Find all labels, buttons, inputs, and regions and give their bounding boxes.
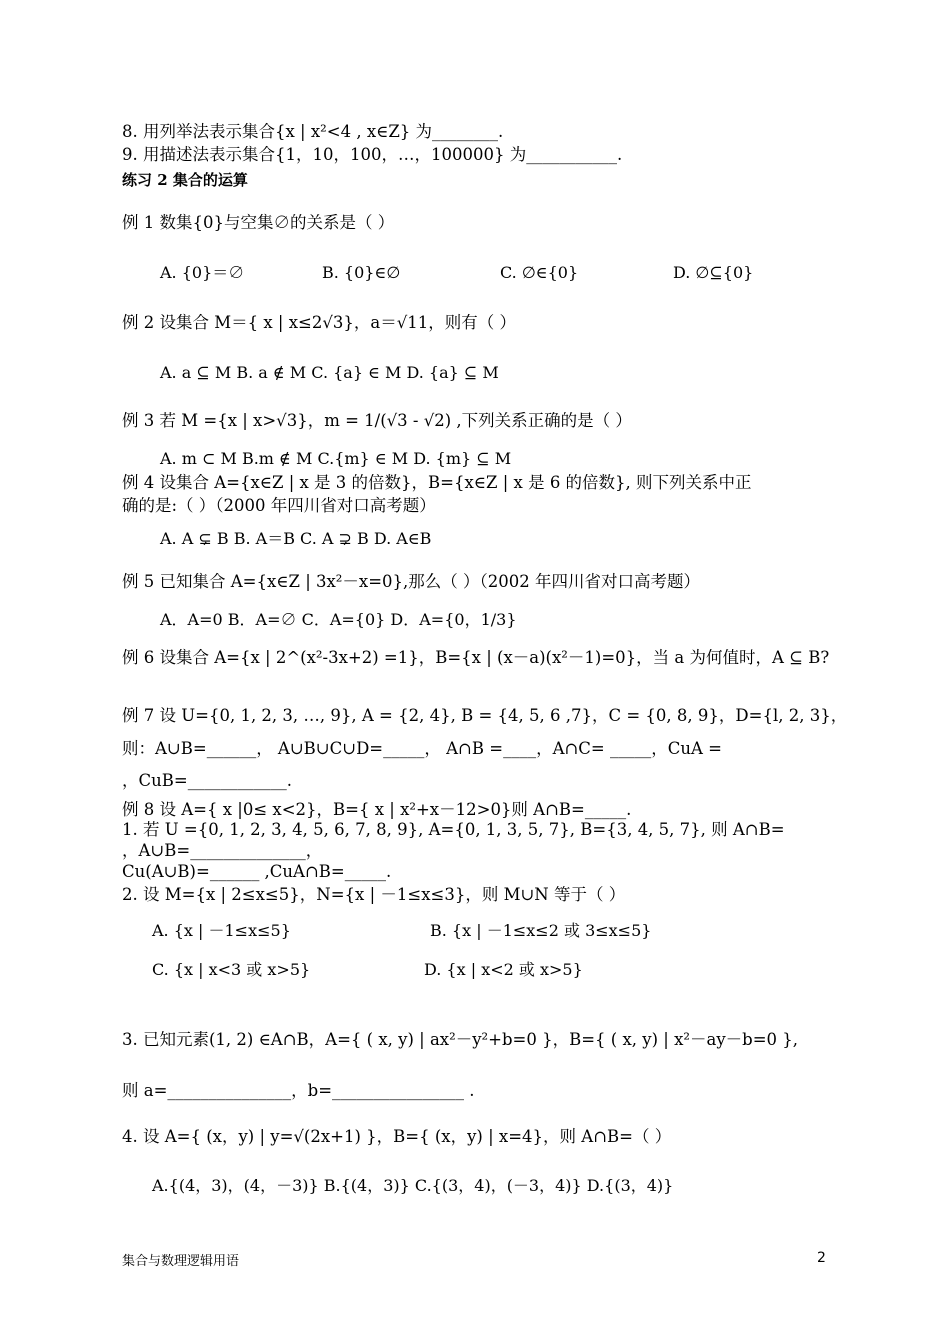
example-1: 例 1 数集{0}与空集∅的关系是（ ）	[122, 213, 395, 232]
example-1-option-a: A. {0}＝∅	[160, 263, 245, 282]
practice-2: 2. 设 M={x | 2≤x≤5}，N={x | －1≤x≤3}，则 M∪N 等于（ ）	[122, 885, 626, 904]
example-3: 例 3 若 M ={x | x>√3}，m = 1/(√3 - √2) ,下列关系正确的是（ ）	[122, 411, 632, 430]
problem-9: 9. 用描述法表示集合{1，10，100，…，100000} 为___________.	[122, 145, 623, 164]
example-7: 例 7 设 U={0, 1, 2, 3, …, 9}, A = {2, 4}, B = {4, 5, 6 ,7}，C = {0, 8, 9}，D={l, 2, 3}，	[122, 706, 848, 725]
example-1-option-d: D. ∅⊆{0}	[673, 263, 754, 282]
practice-3: 3. 已知元素(1, 2) ∈A∩B，A={ ( x, y) | ax²－y²+b=0 }，B={ ( x, y) | x²－ay－b=0 },	[122, 1030, 799, 1049]
practice-2-option-b: B. {x | －1≤x≤2 或 3≤x≤5}	[430, 921, 652, 940]
example-5-options: A．A=0 B．A=∅ C．A={0} D．A={0，1/3}	[160, 610, 517, 629]
practice-3-cont: 则 a=_______________，b=________________ .	[122, 1081, 475, 1100]
practice-2-option-a: A. {x | －1≤x≤5}	[152, 921, 291, 940]
example-7-cont: 则：A∪B=______， A∪B∪C∪D=_____， A∩B =____，A∩C= _____，CuA =	[122, 739, 722, 758]
practice-1: 1. 若 U ={0, 1, 2, 3, 4, 5, 6, 7, 8, 9}, A={0, 1, 3, 5, 7}, B={3, 4, 5, 7}, 则 A∩B=	[122, 820, 785, 839]
practice-1-cont: ，A∪B=______________，	[122, 841, 323, 860]
practice-2-option-d: D. {x | x<2 或 x>5}	[424, 960, 583, 979]
example-7-cont2: ，CuB=____________.	[122, 771, 292, 790]
practice-4-options: A.{(4，3)，(4，－3)} B.{(4，3)} C.{(3，4)，(－3，4)} D.{(3，4)}	[152, 1176, 674, 1195]
example-1-option-b: B. {0}∈∅	[322, 263, 401, 282]
problem-8: 8. 用列举法表示集合{x | x²<4 , x∈Z} 为________.	[122, 122, 504, 141]
example-4-cont: 确的是:（ ）（2000 年四川省对口高考题）	[122, 496, 436, 515]
example-2-options: A. a ⊆ M B. a ∉ M C. {a} ∈ M D. {a} ⊆ M	[160, 363, 499, 382]
example-2: 例 2 设集合 M＝{ x | x≤2√3}，a＝√11，则有（ ）	[122, 313, 516, 332]
example-6: 例 6 设集合 A={x | 2^(x²-3x+2) =1}，B={x | (x－a)(x²－1)=0}，当 a 为何值时，A ⊆ B?	[122, 648, 830, 667]
footer-title: 集合与数理逻辑用语	[122, 1254, 240, 1269]
example-8: 例 8 设 A={ x |0≤ x<2}，B={ x | x²+x－12>0}则 A∩B=_____.	[122, 800, 632, 819]
example-5: 例 5 已知集合 A={x∈Z | 3x²－x=0},那么（ ）（2002 年四川省对口高考题）	[122, 572, 701, 591]
section-heading: 练习 2 集合的运算	[122, 171, 248, 189]
example-4: 例 4 设集合 A={x∈Z | x 是 3 的倍数}，B={x∈Z | x 是 6 的倍数}, 则下列关系中正	[122, 473, 752, 492]
practice-2-option-c: C. {x | x<3 或 x>5}	[152, 960, 311, 979]
practice-4: 4. 设 A={ (x，y) | y=√(2x+1) }，B={ (x，y) | x=4}，则 A∩B=（ ）	[122, 1127, 672, 1146]
example-3-options: A. m ⊂ M B.m ∉ M C.{m} ∈ M D. {m} ⊆ M	[160, 449, 512, 468]
example-1-option-c: C. ∅∈{0}	[500, 263, 579, 282]
practice-1-cont2: Cu(A∪B)=______ ,CuA∩B=_____.	[122, 862, 392, 881]
page-number: 2	[817, 1250, 826, 1266]
example-4-options: A. A ⊊ B B. A＝B C. A ⊋ B D. A∈B	[160, 529, 432, 548]
